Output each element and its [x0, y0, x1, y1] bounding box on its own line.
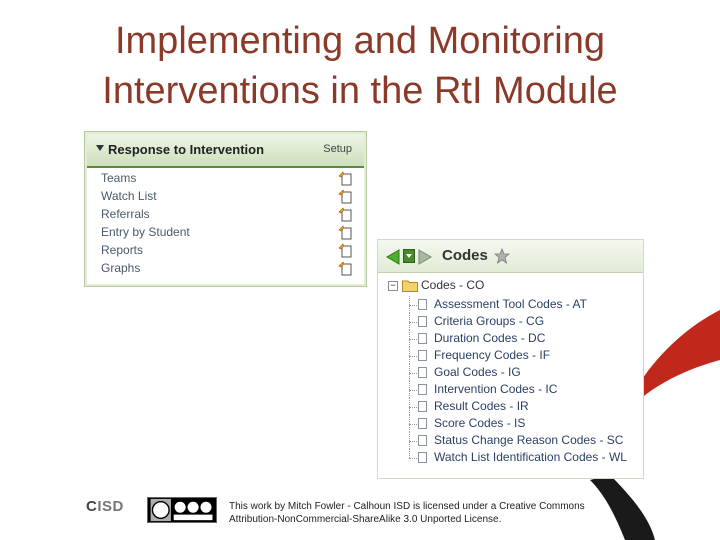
add-page-icon[interactable] — [338, 225, 352, 240]
codes-panel-header — [378, 240, 643, 273]
add-page-icon[interactable] — [338, 261, 352, 276]
collapse-arrow-icon[interactable] — [96, 145, 104, 151]
tree-root-label[interactable]: Codes - CO — [421, 278, 485, 292]
add-page-icon[interactable] — [338, 207, 352, 222]
tree-item[interactable] — [378, 381, 643, 398]
tree-line — [409, 424, 417, 425]
tree-line — [409, 356, 417, 357]
forward-arrow-icon[interactable] — [418, 249, 432, 265]
codes-panel — [377, 239, 644, 479]
rti-menu-item-label[interactable]: Referrals — [101, 207, 150, 221]
document-icon — [418, 418, 427, 429]
tree-item[interactable] — [378, 296, 643, 313]
cisd-logo-rest: ISD — [97, 498, 124, 515]
tree-line — [409, 322, 417, 323]
tree-item[interactable] — [378, 398, 643, 415]
document-icon — [418, 299, 427, 310]
tree-item-label[interactable]: Result Codes - IR — [434, 399, 529, 413]
favorite-star-icon[interactable] — [494, 248, 510, 264]
document-icon — [418, 367, 427, 378]
tree-item-label[interactable]: Watch List Identification Codes - WL — [434, 450, 627, 464]
document-icon — [418, 401, 427, 412]
add-page-icon[interactable] — [338, 243, 352, 258]
rti-menu-item-label[interactable]: Graphs — [101, 261, 141, 275]
add-page-icon[interactable] — [338, 171, 352, 186]
rti-panel — [84, 131, 367, 287]
cisd-logo-main: C — [86, 498, 98, 515]
tree-item-label[interactable]: Duration Codes - DC — [434, 331, 546, 345]
setup-link[interactable]: Setup — [323, 143, 352, 155]
tree-item[interactable] — [378, 347, 643, 364]
document-icon — [418, 316, 427, 327]
back-arrow-icon[interactable] — [386, 249, 400, 265]
creative-commons-badge — [147, 497, 217, 523]
document-icon — [418, 333, 427, 344]
rti-menu-item-referrals[interactable] — [87, 206, 364, 224]
tree-collapse-icon[interactable]: − — [388, 281, 398, 291]
tree-item[interactable] — [378, 364, 643, 381]
tree-line — [409, 305, 417, 306]
rti-menu-item-entry-by-student[interactable] — [87, 224, 364, 242]
license-text — [229, 500, 589, 526]
tree-item-label[interactable]: Status Change Reason Codes - SC — [434, 433, 624, 447]
document-icon — [418, 350, 427, 361]
license-line-2: Attribution-NonCommercial-ShareAlike 3.0 Unported License. — [229, 514, 502, 525]
rti-menu-item-label[interactable]: Reports — [101, 243, 144, 257]
document-icon — [418, 435, 427, 446]
tree-item-label[interactable]: Criteria Groups - CG — [434, 314, 545, 328]
tree-item-label[interactable]: Score Codes - IS — [434, 416, 526, 430]
tree-root-codes[interactable] — [378, 277, 643, 295]
tree-line — [409, 373, 417, 374]
tree-item[interactable] — [378, 449, 643, 466]
rti-menu-list — [87, 168, 364, 284]
rti-panel-title: Response to Intervention — [108, 142, 265, 157]
tree-item-label[interactable]: Frequency Codes - IF — [434, 348, 551, 362]
slide-title-line-1: Implementing and Monitoring — [114, 20, 606, 62]
codes-panel-title: Codes — [442, 247, 488, 264]
rti-menu-item-reports[interactable] — [87, 242, 364, 260]
tree-item-label[interactable]: Intervention Codes - IC — [434, 382, 558, 396]
add-page-icon[interactable] — [338, 189, 352, 204]
tree-item-label[interactable]: Assessment Tool Codes - AT — [434, 297, 587, 311]
tree-line — [409, 441, 417, 442]
license-line-1: This work by Mitch Fowler - Calhoun ISD is licensed under a Creative Commons — [229, 501, 585, 512]
tree-line — [409, 390, 417, 391]
tree-item[interactable] — [378, 432, 643, 449]
tree-item[interactable] — [378, 330, 643, 347]
history-dropdown-icon[interactable] — [403, 249, 415, 263]
rti-menu-item-label[interactable]: Watch List — [101, 189, 157, 203]
document-icon — [418, 452, 427, 463]
tree-line — [409, 407, 417, 408]
rti-menu-item-teams[interactable] — [87, 170, 364, 188]
folder-icon — [402, 279, 418, 292]
rti-menu-item-label[interactable]: Teams — [101, 171, 137, 185]
slide-title — [0, 16, 720, 116]
tree-line — [409, 339, 417, 340]
rti-menu-item-label[interactable]: Entry by Student — [101, 225, 190, 239]
slide-title-line-2: Interventions in the RtI Module — [102, 70, 618, 112]
rti-panel-header — [87, 134, 364, 168]
cisd-logo — [86, 498, 124, 515]
rti-menu-item-watch-list[interactable] — [87, 188, 364, 206]
codes-tree — [378, 273, 643, 478]
tree-item[interactable] — [378, 415, 643, 432]
tree-item[interactable] — [378, 313, 643, 330]
tree-item-label[interactable]: Goal Codes - IG — [434, 365, 521, 379]
tree-line — [409, 458, 417, 459]
tree-line — [409, 449, 410, 458]
rti-menu-item-graphs[interactable] — [87, 260, 364, 278]
document-icon — [418, 384, 427, 395]
